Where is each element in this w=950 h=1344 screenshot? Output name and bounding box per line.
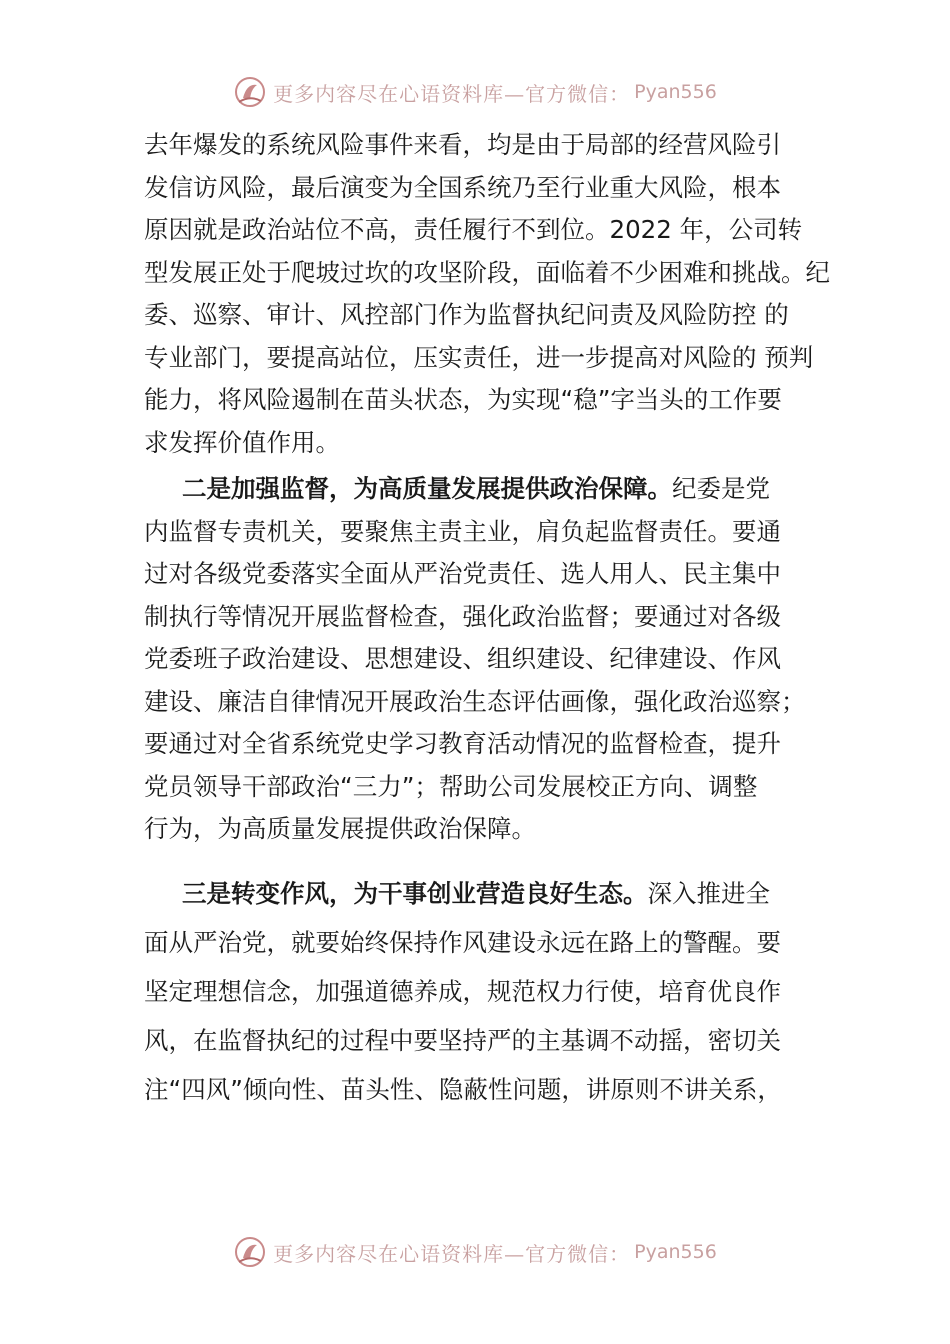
text-line: 专业部门，要提高站位，压实责任，进一步提高对风险的 预判 [144, 342, 814, 372]
text-line: 型发展正处于爬坡过坎的攻坚阶段，面临着不少困难和挑战。纪 [144, 257, 830, 287]
paragraph-first-line [144, 468, 834, 511]
paragraph-first-line [144, 869, 834, 918]
document-body [144, 124, 834, 1114]
text-line: 内监督专责机关，要聚焦主责主业，肩负起监督责任。要通 [144, 516, 781, 546]
watermark-text: 更多内容尽在心语资料库—官方微信： [273, 81, 631, 106]
text-line: 要通过对全省系统党史学习教育活动情况的监督检查，提升 [144, 729, 781, 758]
text-line: 制执行等情况开展监督检查，强化政治监督；要通过对各级 [144, 601, 781, 631]
text-line: 面从严治党，就要始终保持作风建设永远在路上的警醒。要 [144, 927, 781, 957]
text-line: 党员领导干部政治“三力”；帮助公司发展校正方向、调整 [144, 771, 758, 801]
watermark-wechat-id: Pyan556 [634, 81, 717, 103]
text-line: 坚定理想信念，加强道德养成，规范权力行使，培育优良作 [144, 976, 781, 1006]
text-line: 能力，将风险遏制在苗头状态，为实现“稳”字当头的工作要 [144, 385, 782, 414]
text-line: 原因就是政治站位不高，责任履行不到位。2022 年，公司转 [144, 215, 803, 244]
text-line: 过对各级党委落实全面从严治党责任、选人用人、民主集中 [144, 559, 781, 588]
text-line: 注“四风”倾向性、苗头性、隐蔽性问题，讲原则不讲关系， [144, 1074, 782, 1104]
text-line: 行为，为高质量发展提供政治保障。 [144, 814, 536, 843]
paragraph-3 [144, 869, 834, 1114]
paragraph-heading: 三是转变作风，为干事创业营造良好生态。 [182, 878, 648, 908]
text-line: 去年爆发的系统风险事件来看，均是由于局部的经营风险引 [144, 130, 781, 159]
text-line: 党委班子政治建设、思想建设、组织建设、纪律建设、作风 [144, 644, 781, 673]
watermark-wechat-id: Pyan556 [634, 1241, 717, 1263]
header-watermark [0, 72, 950, 112]
text-line: 求发挥价值作用。 [144, 427, 340, 457]
watermark-logo-icon [233, 1235, 267, 1269]
watermark-text: 更多内容尽在心语资料库—官方微信： [273, 1241, 631, 1266]
paragraph-2 [144, 468, 834, 851]
text-line: 风，在监督执纪的过程中要坚持严的主基调不动摇，密切关 [144, 1025, 781, 1055]
paragraph-heading: 二是加强监督，为高质量发展提供政治保障。 [182, 474, 672, 503]
text-line: 委、巡察、审计、风控部门作为监督执纪问责及风险防控 的 [144, 300, 789, 329]
paragraph-first-text: 纪委是党 [672, 474, 770, 503]
paragraph-1 [144, 124, 834, 464]
text-line: 建设、廉洁自律情况开展政治生态评估画像，强化政治巡察； [144, 686, 806, 716]
text-line: 发信访风险，最后演变为全国系统乃至行业重大风险，根本 [144, 172, 781, 202]
paragraph-first-text: 深入推进全 [647, 878, 770, 908]
watermark-logo-icon [233, 75, 267, 109]
footer-watermark [0, 1232, 950, 1272]
